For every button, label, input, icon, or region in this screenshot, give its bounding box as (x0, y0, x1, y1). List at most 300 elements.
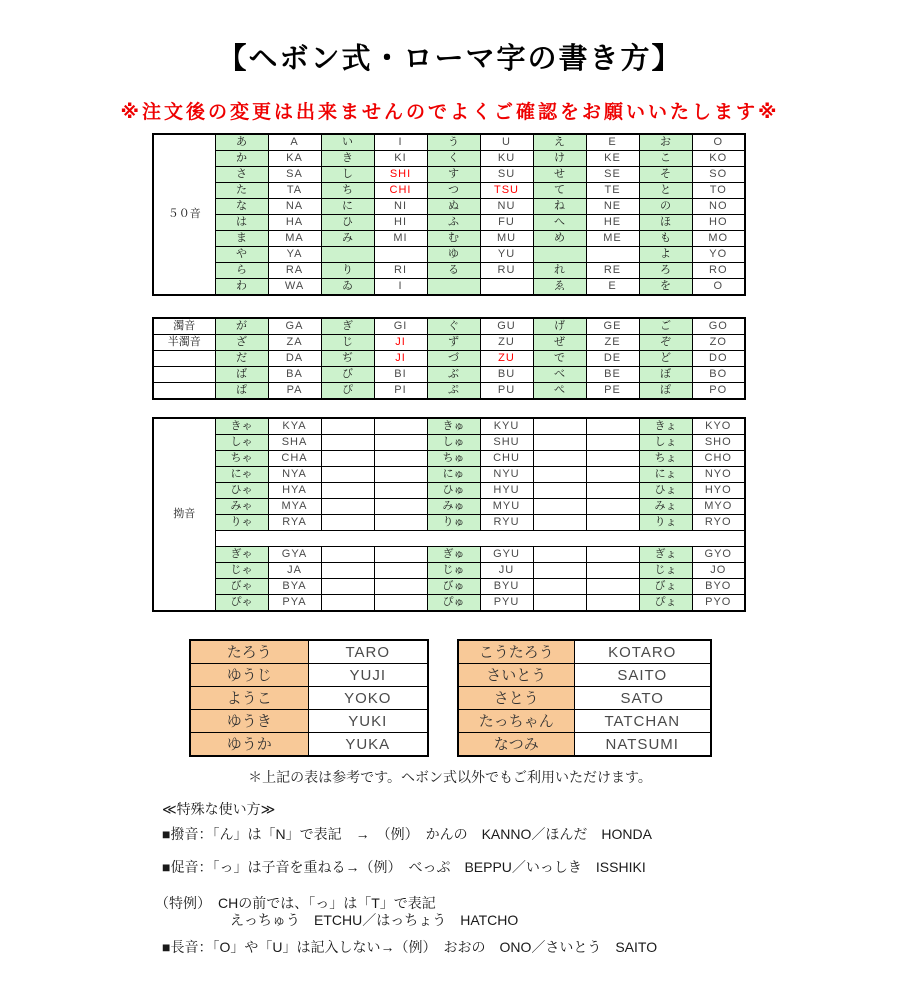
kana-cell: う (427, 134, 480, 151)
romaji-cell: JA (268, 563, 321, 579)
table-row (458, 733, 711, 757)
filler-cell (533, 467, 586, 483)
kana-cell: しゃ (215, 435, 268, 451)
kana-cell: げ (533, 318, 586, 335)
romaji-cell: PU (480, 383, 533, 400)
filler-cell (533, 435, 586, 451)
table-row (153, 215, 745, 231)
romaji-cell: BU (480, 367, 533, 383)
table-row (153, 279, 745, 296)
romaji-cell: JO (692, 563, 745, 579)
kana-cell: ま (215, 231, 268, 247)
romaji-cell: TSU (480, 183, 533, 199)
name-romaji-cell: SATO (574, 687, 711, 710)
romaji-cell: RE (586, 263, 639, 279)
romaji-cell: RYU (480, 515, 533, 531)
kana-cell: じゅ (427, 563, 480, 579)
romaji-cell: PYO (692, 595, 745, 612)
romaji-cell: NI (374, 199, 427, 215)
filler-cell (374, 547, 427, 563)
romaji-cell: SHI (374, 167, 427, 183)
romaji-cell: JI (374, 351, 427, 367)
youon-table (152, 417, 746, 612)
table-row (153, 247, 745, 263)
table-row (153, 351, 745, 367)
kana-cell: きゅ (427, 418, 480, 435)
kana-cell: みゃ (215, 499, 268, 515)
romaji-cell: NO (692, 199, 745, 215)
table-row (153, 318, 745, 335)
romaji-cell: CHO (692, 451, 745, 467)
filler-cell (586, 483, 639, 499)
table-row (190, 640, 428, 664)
kana-cell: ぎゅ (427, 547, 480, 563)
name-examples-table-left (189, 639, 429, 757)
kana-cell: きょ (639, 418, 692, 435)
kana-cell: き (321, 151, 374, 167)
kana-cell: に (321, 199, 374, 215)
kana-cell: ひゃ (215, 483, 268, 499)
kana-cell: ち (321, 183, 374, 199)
romaji-cell: PE (586, 383, 639, 400)
table-row (153, 531, 745, 547)
name-romaji-cell: TARO (308, 640, 428, 664)
romaji-cell: O (692, 279, 745, 296)
filler-cell (586, 595, 639, 612)
kana-cell: せ (533, 167, 586, 183)
filler-cell (533, 563, 586, 579)
filler-cell (321, 499, 374, 515)
kana-cell: で (533, 351, 586, 367)
romaji-cell: SO (692, 167, 745, 183)
filler-cell (321, 483, 374, 499)
kana-cell: じょ (639, 563, 692, 579)
filler-cell (533, 483, 586, 499)
kana-cell: め (533, 231, 586, 247)
romaji-cell: NA (268, 199, 321, 215)
kana-cell: ろ (639, 263, 692, 279)
romaji-cell: JI (374, 335, 427, 351)
filler-cell (321, 547, 374, 563)
special-usage-heading: ≪特殊な使い方≫ (162, 801, 276, 817)
filler-cell (586, 499, 639, 515)
romaji-cell: HO (692, 215, 745, 231)
name-romaji-cell: YUKI (308, 710, 428, 733)
romaji-cell: KU (480, 151, 533, 167)
romaji-cell: BYO (692, 579, 745, 595)
kana-cell: ご (639, 318, 692, 335)
kana-cell: へ (533, 215, 586, 231)
kana-cell: た (215, 183, 268, 199)
kana-cell: ぐ (427, 318, 480, 335)
order-change-warning: ※注文後の変更は出来ませんのでよくご確認をお願いいたします※ (120, 102, 780, 123)
romaji-cell: BI (374, 367, 427, 383)
table-row (153, 483, 745, 499)
kana-cell: みゅ (427, 499, 480, 515)
romaji-cell: MYU (480, 499, 533, 515)
romaji-cell: NE (586, 199, 639, 215)
romaji-cell: CHU (480, 451, 533, 467)
kana-cell: りょ (639, 515, 692, 531)
romaji-cell: KYU (480, 418, 533, 435)
kana-cell (533, 247, 586, 263)
romaji-cell: GYU (480, 547, 533, 563)
kana-cell: ぎ (321, 318, 374, 335)
table-row (458, 710, 711, 733)
gojuon-table (152, 133, 746, 296)
name-kana-cell: ゆうじ (190, 664, 308, 687)
romaji-cell: MYA (268, 499, 321, 515)
tokurei-rule-line1: （特例） CHの前では、「っ」は「T」で表記 (155, 895, 436, 911)
kana-cell: み (321, 231, 374, 247)
filler-cell (374, 467, 427, 483)
kana-cell: ど (639, 351, 692, 367)
romaji-cell: GI (374, 318, 427, 335)
romaji-cell: ME (586, 231, 639, 247)
filler-cell (321, 467, 374, 483)
sokuon-rule-line: ■促音：「っ」は子音を重ねる→（例） べっぷ BEPPU／いっしき ISSHIKI (162, 859, 646, 875)
name-kana-cell: さとう (458, 687, 574, 710)
romaji-cell: YA (268, 247, 321, 263)
romaji-cell: SHO (692, 435, 745, 451)
romaji-cell (586, 247, 639, 263)
romaji-cell: KI (374, 151, 427, 167)
name-kana-cell: ゆうか (190, 733, 308, 757)
name-kana-cell: たっちゃん (458, 710, 574, 733)
tokurei-rule-line2: えっちゅう ETCHU／はっちょう HATCHO (230, 912, 519, 928)
romaji-cell: RA (268, 263, 321, 279)
kana-cell: ぽ (639, 383, 692, 400)
kana-cell: ちょ (639, 451, 692, 467)
filler-cell (586, 451, 639, 467)
row-label (153, 351, 215, 367)
kana-cell: ぬ (427, 199, 480, 215)
kana-cell: え (533, 134, 586, 151)
filler-cell (533, 499, 586, 515)
romaji-cell: GO (692, 318, 745, 335)
kana-cell: れ (533, 263, 586, 279)
romaji-cell: HYO (692, 483, 745, 499)
row-label (153, 383, 215, 400)
table-row (153, 335, 745, 351)
kana-cell: な (215, 199, 268, 215)
table-row (153, 579, 745, 595)
table-row (190, 710, 428, 733)
hatsuon-rule-line: ■撥音：「ん」は「N」で表記 → （例） かんの KANNO／ほんだ HONDA (162, 826, 652, 842)
romaji-cell: YU (480, 247, 533, 263)
kana-cell: る (427, 263, 480, 279)
kana-cell: お (639, 134, 692, 151)
romaji-cell (480, 279, 533, 296)
kana-cell: ぎょ (639, 547, 692, 563)
romaji-cell: GYO (692, 547, 745, 563)
romaji-cell: I (374, 134, 427, 151)
romaji-cell: JU (480, 563, 533, 579)
filler-cell (533, 595, 586, 612)
filler-cell (374, 499, 427, 515)
kana-cell: びゅ (427, 579, 480, 595)
romaji-cell: SHA (268, 435, 321, 451)
romaji-cell: TA (268, 183, 321, 199)
name-romaji-cell: NATSUMI (574, 733, 711, 757)
kana-cell: ぺ (533, 383, 586, 400)
kana-cell: ぷ (427, 383, 480, 400)
kana-cell: にゃ (215, 467, 268, 483)
kana-cell: ちゅ (427, 451, 480, 467)
romaji-cell: PYA (268, 595, 321, 612)
kana-cell: ぴ (321, 383, 374, 400)
kana-cell: づ (427, 351, 480, 367)
filler-cell (533, 579, 586, 595)
kana-cell: ず (427, 335, 480, 351)
kana-cell: びょ (639, 579, 692, 595)
kana-cell: こ (639, 151, 692, 167)
row-label: 半濁音 (153, 335, 215, 351)
romaji-cell: BYU (480, 579, 533, 595)
spacer-row (215, 531, 745, 547)
romaji-cell: NYU (480, 467, 533, 483)
kana-cell: さ (215, 167, 268, 183)
romaji-cell: I (374, 279, 427, 296)
table-row (153, 151, 745, 167)
name-kana-cell: こうたろう (458, 640, 574, 664)
name-romaji-cell: YOKO (308, 687, 428, 710)
kana-cell: を (639, 279, 692, 296)
kana-cell: みょ (639, 499, 692, 515)
kana-cell: あ (215, 134, 268, 151)
kana-cell: し (321, 167, 374, 183)
kana-cell: ゐ (321, 279, 374, 296)
kana-cell: しゅ (427, 435, 480, 451)
kana-cell: ひゅ (427, 483, 480, 499)
choon-rule-line: ■長音：「O」や「U」は記入しない→（例） おおの ONO／さいとう SAITO (162, 939, 658, 955)
romaji-cell: HA (268, 215, 321, 231)
name-romaji-cell: YUJI (308, 664, 428, 687)
kana-cell: しょ (639, 435, 692, 451)
name-romaji-cell: SAITO (574, 664, 711, 687)
kana-cell: そ (639, 167, 692, 183)
romaji-cell: KO (692, 151, 745, 167)
kana-cell: す (427, 167, 480, 183)
kana-cell: び (321, 367, 374, 383)
romaji-cell: RYO (692, 515, 745, 531)
kana-cell: ぱ (215, 383, 268, 400)
kana-cell: ほ (639, 215, 692, 231)
romaji-cell: BYA (268, 579, 321, 595)
romaji-cell: CHI (374, 183, 427, 199)
table-row (153, 418, 745, 435)
table-row (153, 383, 745, 400)
romaji-cell: TO (692, 183, 745, 199)
filler-cell (586, 563, 639, 579)
kana-cell: びゃ (215, 579, 268, 595)
row-label (153, 367, 215, 383)
table-row (153, 467, 745, 483)
romaji-cell: RYA (268, 515, 321, 531)
table-row (190, 733, 428, 757)
kana-cell: にゅ (427, 467, 480, 483)
filler-cell (374, 483, 427, 499)
filler-cell (586, 418, 639, 435)
romaji-cell: RI (374, 263, 427, 279)
romaji-cell: RU (480, 263, 533, 279)
filler-cell (586, 547, 639, 563)
kana-cell: よ (639, 247, 692, 263)
kana-cell: り (321, 263, 374, 279)
table-row (458, 640, 711, 664)
filler-cell (321, 418, 374, 435)
romaji-cell: BA (268, 367, 321, 383)
kana-cell: と (639, 183, 692, 199)
romaji-cell: E (586, 279, 639, 296)
kana-cell: も (639, 231, 692, 247)
romaji-cell: PO (692, 383, 745, 400)
kana-cell: は (215, 215, 268, 231)
table-row (153, 595, 745, 612)
romaji-cell: MA (268, 231, 321, 247)
name-kana-cell: たろう (190, 640, 308, 664)
table-row (190, 687, 428, 710)
romaji-cell: HE (586, 215, 639, 231)
page-title: 【ヘボン式・ローマ字の書き方】 (217, 43, 683, 75)
romaji-cell: PYU (480, 595, 533, 612)
romaji-cell: HI (374, 215, 427, 231)
kana-cell: じ (321, 335, 374, 351)
romaji-cell: KE (586, 151, 639, 167)
table-row (153, 367, 745, 383)
kana-cell: ぞ (639, 335, 692, 351)
filler-cell (321, 451, 374, 467)
table-row (153, 547, 745, 563)
table-row (153, 563, 745, 579)
table-row (190, 664, 428, 687)
romaji-cell: O (692, 134, 745, 151)
filler-cell (321, 563, 374, 579)
name-kana-cell: ゆうき (190, 710, 308, 733)
kana-cell: ひ (321, 215, 374, 231)
kana-cell: べ (533, 367, 586, 383)
kana-cell: ざ (215, 335, 268, 351)
romaji-cell: MYO (692, 499, 745, 515)
filler-cell (374, 435, 427, 451)
filler-cell (374, 451, 427, 467)
kana-cell: だ (215, 351, 268, 367)
romaji-cell: SU (480, 167, 533, 183)
row-label: 濁音 (153, 318, 215, 335)
kana-cell: て (533, 183, 586, 199)
dakuon-handakuon-table (152, 317, 746, 400)
romaji-cell: ZU (480, 351, 533, 367)
reference-note: ＊上記の表は参考です。ヘボン式以外でもご利用いただけます。 (248, 769, 652, 785)
name-romaji-cell: KOTARO (574, 640, 711, 664)
name-kana-cell: なつみ (458, 733, 574, 757)
kana-cell: の (639, 199, 692, 215)
romaji-cell: KA (268, 151, 321, 167)
romaji-cell: GA (268, 318, 321, 335)
romaji-cell: WA (268, 279, 321, 296)
table-row (153, 435, 745, 451)
kana-cell: つ (427, 183, 480, 199)
filler-cell (374, 418, 427, 435)
table-row (153, 231, 745, 247)
romaji-cell: GU (480, 318, 533, 335)
romaji-cell: GYA (268, 547, 321, 563)
table-row (153, 183, 745, 199)
kana-cell: ぴゅ (427, 595, 480, 612)
romaji-cell: FU (480, 215, 533, 231)
romaji-cell: DA (268, 351, 321, 367)
kana-cell: ぢ (321, 351, 374, 367)
romaji-cell: NU (480, 199, 533, 215)
kana-cell: が (215, 318, 268, 335)
name-kana-cell: さいとう (458, 664, 574, 687)
kana-cell: け (533, 151, 586, 167)
romaji-cell: U (480, 134, 533, 151)
romaji-cell: KYO (692, 418, 745, 435)
romaji-cell: SE (586, 167, 639, 183)
romaji-cell: DO (692, 351, 745, 367)
filler-cell (586, 435, 639, 451)
filler-cell (533, 451, 586, 467)
kana-cell: ぼ (639, 367, 692, 383)
kana-cell: ゑ (533, 279, 586, 296)
filler-cell (374, 595, 427, 612)
name-romaji-cell: YUKA (308, 733, 428, 757)
name-examples-table-right (457, 639, 712, 757)
romaji-cell: SA (268, 167, 321, 183)
romaji-cell: MO (692, 231, 745, 247)
romaji-cell: ZO (692, 335, 745, 351)
kana-cell: ゆ (427, 247, 480, 263)
kana-cell: ひょ (639, 483, 692, 499)
kana-cell (427, 279, 480, 296)
kana-cell: い (321, 134, 374, 151)
kana-cell: ぎゃ (215, 547, 268, 563)
romaji-cell: ZU (480, 335, 533, 351)
name-romaji-cell: TATCHAN (574, 710, 711, 733)
filler-cell (321, 515, 374, 531)
kana-cell: か (215, 151, 268, 167)
kana-cell: ちゃ (215, 451, 268, 467)
kana-cell: ぶ (427, 367, 480, 383)
gojuon-label: ５０音 (153, 134, 215, 295)
kana-cell: じゃ (215, 563, 268, 579)
table-row (153, 199, 745, 215)
kana-cell: む (427, 231, 480, 247)
kana-cell: ら (215, 263, 268, 279)
kana-cell: りゅ (427, 515, 480, 531)
filler-cell (533, 515, 586, 531)
filler-cell (586, 515, 639, 531)
romaji-cell: ZA (268, 335, 321, 351)
filler-cell (374, 579, 427, 595)
table-row (458, 687, 711, 710)
kana-cell: にょ (639, 467, 692, 483)
table-row (153, 451, 745, 467)
table-row (153, 263, 745, 279)
romaji-cell: PA (268, 383, 321, 400)
kana-cell (321, 247, 374, 263)
kana-cell: ふ (427, 215, 480, 231)
kana-cell: く (427, 151, 480, 167)
romaji-cell: YO (692, 247, 745, 263)
filler-cell (374, 563, 427, 579)
kana-cell: ぜ (533, 335, 586, 351)
romaji-cell: NYA (268, 467, 321, 483)
filler-cell (321, 595, 374, 612)
romaji-cell: E (586, 134, 639, 151)
romaji-cell: ZE (586, 335, 639, 351)
